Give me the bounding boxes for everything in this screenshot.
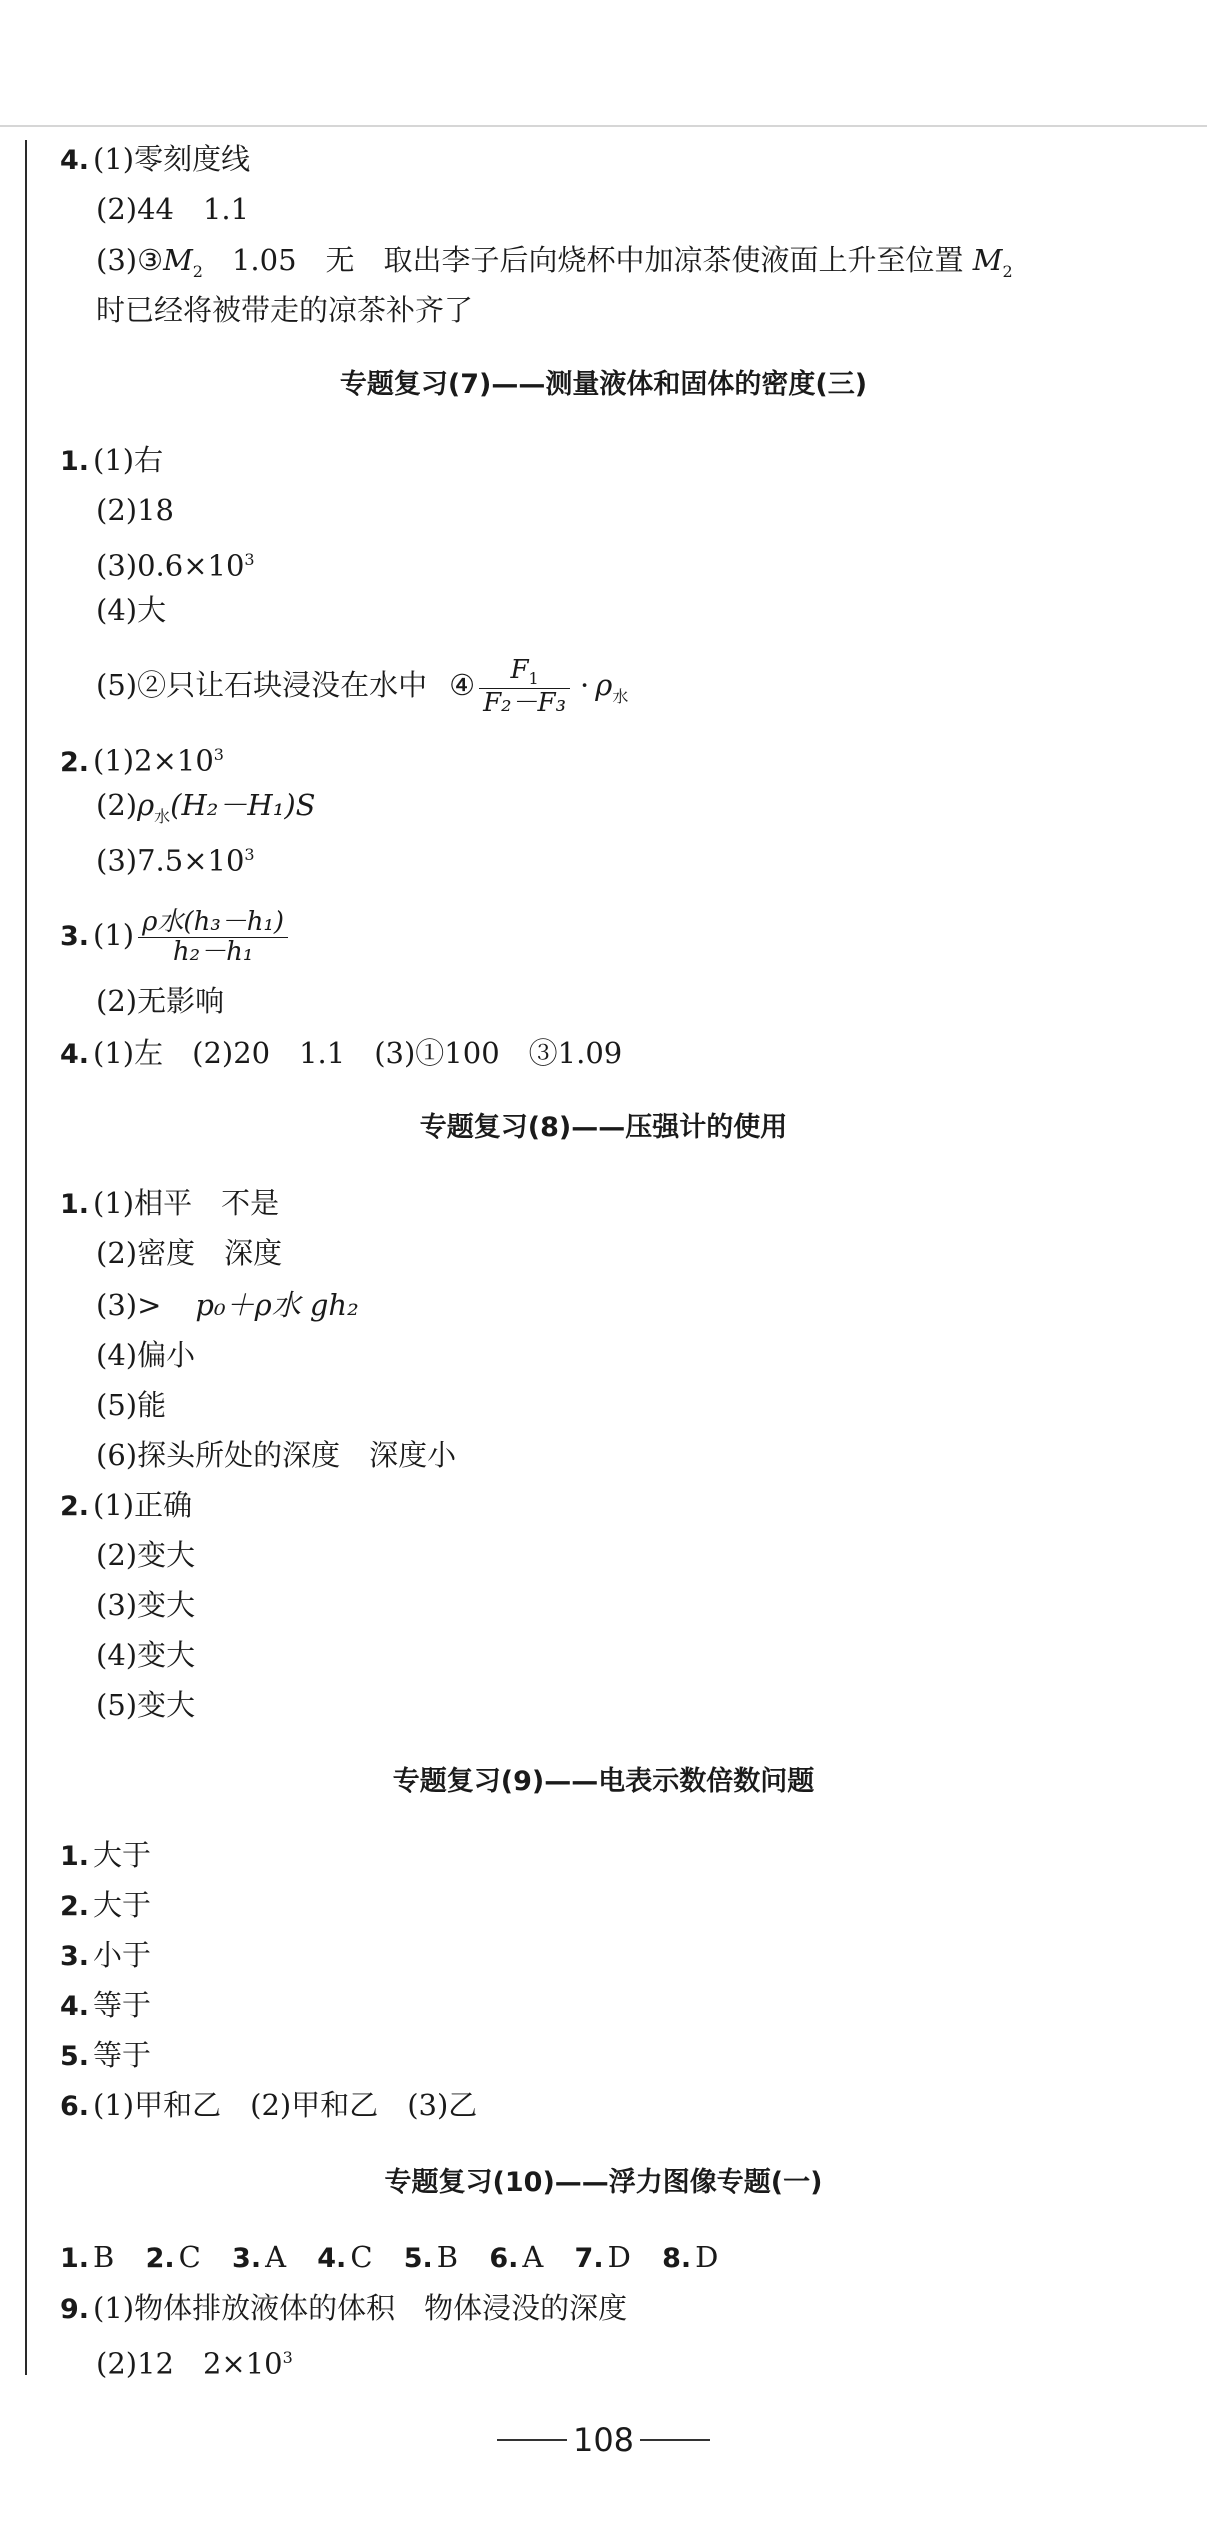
s7-q3-line2: (2)无影响 — [96, 984, 225, 1018]
s7-q1-line4: (4)大 — [96, 593, 167, 627]
s9-item: 4. 等于 — [60, 1980, 151, 2030]
question-number: 7. — [574, 2243, 604, 2274]
question-number: 8. — [662, 2243, 692, 2274]
question-number: 9. — [60, 2294, 90, 2325]
fraction: $\frac{F_1}{\text{F₂－F₃}}$ — [479, 656, 570, 717]
section-heading-8: 专题复习(8)——压强计的使用 — [419, 1112, 788, 1143]
question-number: 4. — [317, 2243, 347, 2274]
s8-q2-line2: (2)变大 — [96, 1538, 196, 1572]
s8-q1-line3: (3)> p₀＋ρ水 gh₂ — [96, 1288, 359, 1322]
question-number: 1. — [60, 446, 90, 477]
s8-q2-line4: (4)变大 — [96, 1638, 196, 1672]
s7-q4-line1: 4. (1)左 (2)20 1.1 (3)①100 ③1.09 — [60, 1028, 622, 1078]
question-number: 5. — [403, 2243, 433, 2274]
s7-q1-line3: $(3)0.6\times 10^3$ — [96, 548, 255, 583]
footer-dash-left — [497, 2439, 567, 2441]
s8-q1-line4: (4)偏小 — [96, 1338, 196, 1372]
question-number: 2. — [60, 1491, 90, 1522]
question-number: 4. — [60, 1039, 90, 1070]
question-number: 1. — [60, 2243, 90, 2274]
question-number: 1. — [60, 1189, 90, 1220]
s0-q4-line3: $(3)③M_2$ 1.05 无 取出李子后向烧杯中加凉茶使液面上升至位置 $M_2$ — [96, 243, 1013, 281]
s9-item: 2. 大于 — [60, 1880, 151, 1930]
s8-q1-line2: (2)密度 深度 — [96, 1236, 283, 1270]
question-number: 2. — [60, 1891, 90, 1922]
s7-q2-line3: $(3)7.5\times 10^3$ — [96, 843, 255, 878]
s8-q1-line1: 1. (1)相平 不是 — [60, 1178, 279, 1228]
s0-q4-line1: 4. (1)零刻度线 — [60, 134, 250, 184]
question-number: 4. — [60, 145, 90, 176]
fraction: $\frac{\text{ρ水(h₃－h₁)}}{\text{h₂－h₁}}$ — [138, 908, 288, 966]
question-number: 4. — [60, 1991, 90, 2022]
s9-item: 1. 大于 — [60, 1830, 151, 1880]
s7-q2-line1: 2. $(1)2\times 10^3$ — [60, 730, 224, 780]
question-number: 3. — [60, 921, 90, 952]
s8-q2-line3: (3)变大 — [96, 1588, 196, 1622]
s10-q9-line2: (2)12 $2\times 10^3$ — [96, 2346, 293, 2381]
question-number: 2. — [60, 746, 90, 778]
s9-item: 6. (1)甲和乙 (2)甲和乙 (3)乙 — [60, 2080, 477, 2130]
s9-item: 5. 等于 — [60, 2030, 151, 2080]
s0-q4-line2: (2)44 1.1 — [96, 192, 250, 226]
s8-q1-line5: (5)能 — [96, 1388, 167, 1422]
s7-q3-line1: 3. (1) $\frac{\text{ρ水(h₃－h₁)}}{\text{h₂－h₁}}$ — [60, 898, 292, 972]
s10-q9-line1: 9. (1)物体排放液体的体积 物体浸没的深度 — [60, 2283, 627, 2333]
s0-q4-line4: 时已经将被带走的凉茶补齐了 — [96, 293, 474, 327]
page-number: 108 — [572, 2421, 635, 2459]
section-heading-7: 专题复习(7)——测量液体和固体的密度(三) — [339, 369, 868, 400]
footer-dash-right — [640, 2439, 710, 2441]
page-footer — [0, 2405, 1207, 2475]
s7-q1-line1: 1. (1)右 — [60, 435, 163, 485]
question-number: 3. — [60, 1941, 90, 1972]
s8-q2-line1: 2. (1)正确 — [60, 1480, 192, 1530]
question-number: 1. — [60, 1841, 90, 1872]
question-number: 6. — [60, 2091, 90, 2122]
question-number: 3. — [232, 2243, 262, 2274]
question-number: 5. — [60, 2041, 90, 2072]
s8-q2-line5: (5)变大 — [96, 1688, 196, 1722]
question-number: 2. — [145, 2243, 175, 2274]
section-heading-10: 专题复习(10)——浮力图像专题(一) — [384, 2167, 823, 2198]
s9-item: 3. 小于 — [60, 1930, 151, 1980]
s7-q2-line2: $(2)\rho_水(H_2-H_1)S$ — [96, 788, 316, 826]
s7-q1-line5: (5)②只让石块浸没在水中 ④ $\frac{F_1}{\text{F₂－F₃}}$ · $\rho_水$ — [96, 655, 629, 719]
question-number: 6. — [489, 2243, 519, 2274]
s10-mc-answers: 1. B 2. C 3. A 4. C 5. B 6. A 7. D 8. D — [60, 2232, 718, 2282]
s7-q1-line2: (2)18 — [96, 493, 174, 527]
s8-q1-line6: (6)探头所处的深度 深度小 — [96, 1438, 457, 1472]
section-heading-9: 专题复习(9)——电表示数倍数问题 — [392, 1766, 815, 1797]
